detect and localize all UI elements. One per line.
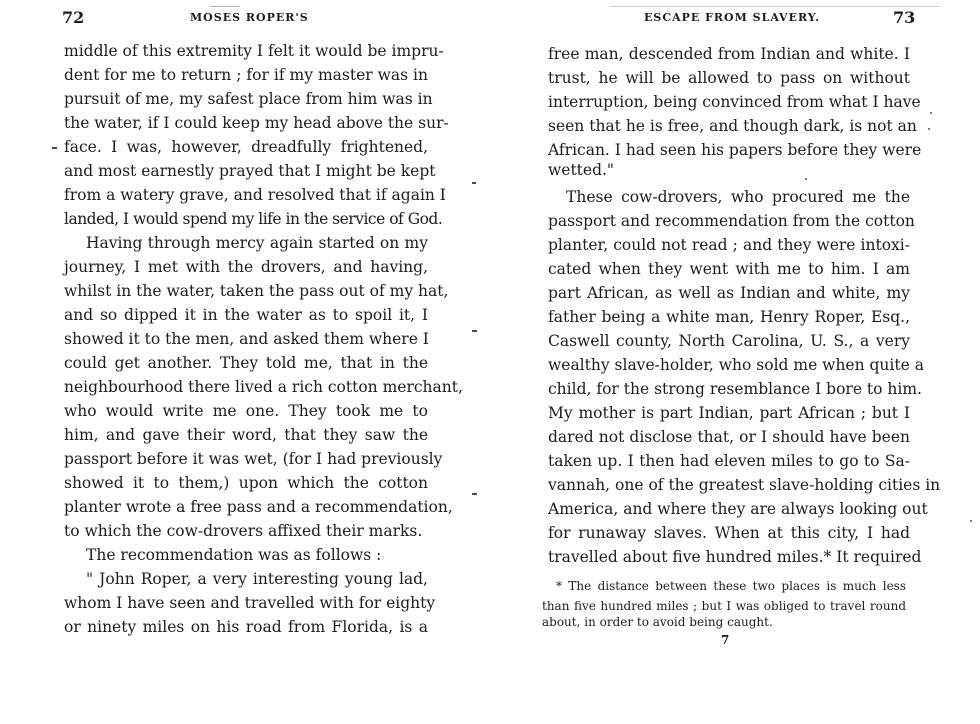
text-line: passport and recommendation from the cotton <box>548 212 915 230</box>
text-line: wetted." <box>548 161 615 179</box>
scan-mark <box>472 330 477 332</box>
text-line: or ninety miles on his road from Florida, is a <box>64 618 428 636</box>
footnote-line: than five hundred miles ; but I was obliged to travel round <box>542 599 906 613</box>
header-rule <box>210 6 240 7</box>
text-line: wealthy slave-holder, who sold me when quite a <box>548 356 924 374</box>
text-line: free man, descended from Indian and white. I <box>548 45 910 63</box>
text-line: father being a white man, Henry Roper, Esq., <box>548 308 910 326</box>
text-line: vannah, one of the greatest slave-holding cities in <box>548 476 941 494</box>
text-line: seen that he is free, and though dark, is not an <box>548 117 917 135</box>
footnote-line: about, in order to avoid being caught. <box>542 615 773 629</box>
text-line: journey, I met with the drovers, and having, <box>64 258 428 276</box>
text-line: dared not disclose that, or I should have been <box>548 428 910 446</box>
text-line: whilst in the water, taken the pass out of my hat, <box>64 282 449 300</box>
text-line: " John Roper, a very interesting young lad, <box>86 570 428 588</box>
text-line: him, and gave their word, that they saw the <box>64 426 428 444</box>
right-running-head: ESCAPE FROM SLAVERY. <box>644 11 821 24</box>
signature-mark: 7 <box>721 633 730 647</box>
text-line: The recommendation was as follows : <box>86 546 382 564</box>
text-line: planter, could not read ; and they were intoxi- <box>548 236 910 254</box>
left-running-head: MOSES ROPER'S <box>190 11 309 24</box>
text-line: My mother is part Indian, part African ; but I <box>548 404 910 422</box>
text-line: planter wrote a free pass and a recommendation, <box>64 498 453 516</box>
text-line: cated when they went with me to him. I am <box>548 260 910 278</box>
text-line: travelled about five hundred miles.* It required <box>548 548 922 566</box>
text-line: Caswell county, North Carolina, U. S., a very <box>548 332 910 350</box>
scan-mark <box>472 493 477 495</box>
text-line: child, for the strong resemblance I bore to him. <box>548 380 922 398</box>
text-line: America, and where they are always looking out <box>548 500 928 518</box>
scan-dot <box>930 112 932 114</box>
text-line: middle of this extremity I felt it would be impru- <box>64 42 444 60</box>
left-page-number: 72 <box>62 8 85 27</box>
text-line: the water, if I could keep my head above the sur- <box>64 114 449 132</box>
scan-dot <box>970 520 972 522</box>
text-line: part African, as well as Indian and white, my <box>548 284 910 302</box>
text-line: taken up. I then had eleven miles to go to Sa- <box>548 452 910 470</box>
text-line: face. I was, however, dreadfully frightened, <box>64 138 428 156</box>
text-line: These cow-drovers, who procured me the <box>566 188 910 206</box>
text-line: to which the cow-drovers affixed their marks. <box>64 522 423 540</box>
text-line: could get another. They told me, that in the <box>64 354 428 372</box>
text-line: Having through mercy again started on my <box>86 234 428 252</box>
text-line: dent for me to return ; for if my master was in <box>64 66 428 84</box>
scan-dot <box>928 128 930 130</box>
text-line: neighbourhood there lived a rich cotton merchant, <box>64 378 463 396</box>
text-line: trust, he will be allowed to pass on without <box>548 69 910 87</box>
text-line: African. I had seen his papers before they were <box>548 141 922 159</box>
text-line: who would write me one. They took me to <box>64 402 428 420</box>
text-line: showed it to them,) upon which the cotton <box>64 474 428 492</box>
footnote-line: * The distance between these two places is much less <box>556 579 906 593</box>
scan-mark <box>52 147 57 149</box>
header-rule <box>610 6 940 7</box>
text-line: pursuit of me, my safest place from him was in <box>64 90 433 108</box>
text-line: interruption, being convinced from what I have <box>548 93 921 111</box>
scan-dot <box>805 178 807 180</box>
text-line: for runaway slaves. When at this city, I had <box>548 524 910 542</box>
text-line: passport before it was wet, (for I had previously <box>64 450 443 468</box>
text-line: from a watery grave, and resolved that if again I <box>64 186 446 204</box>
right-page-number: 73 <box>893 8 916 27</box>
text-line: and so dipped it in the water as to spoil it, I <box>64 306 428 324</box>
text-line: showed it to the men, and asked them where I <box>64 330 429 348</box>
text-line: landed, I would spend my life in the service of God. <box>64 210 443 228</box>
text-line: whom I have seen and travelled with for eighty <box>64 594 436 612</box>
text-line: and most earnestly prayed that I might be kept <box>64 162 436 180</box>
scan-mark <box>472 182 476 184</box>
